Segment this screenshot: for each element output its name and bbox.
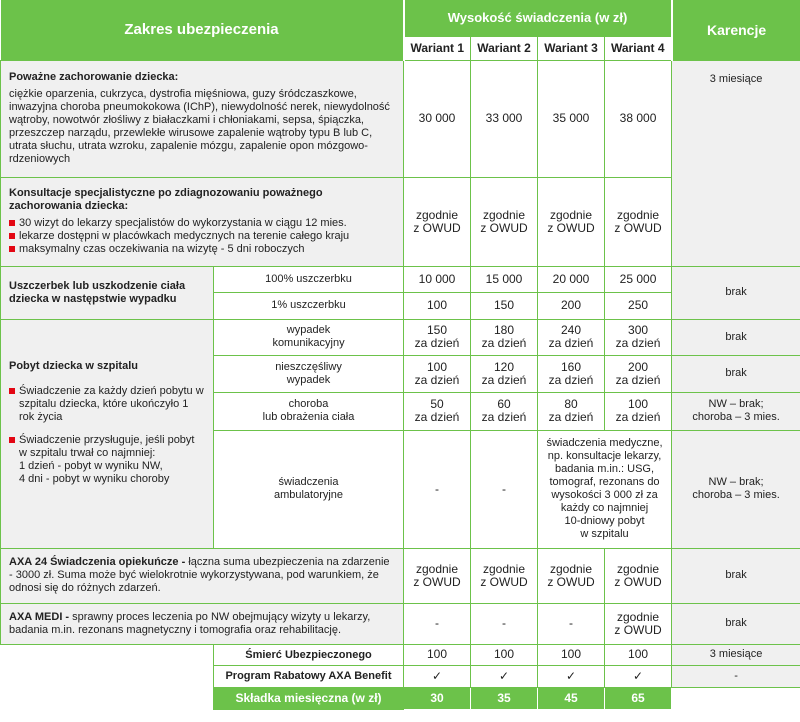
medi-v1: - xyxy=(404,603,471,644)
hospital-illness-karencja: NW – brak; choroba – 3 mies. xyxy=(672,392,800,430)
injury-karencja: brak xyxy=(672,266,800,319)
medi-cell xyxy=(1,603,404,644)
hospital-outpatient-karencja: NW – brak; choroba – 3 mies. xyxy=(672,430,800,548)
hospital-traffic-karencja: brak xyxy=(672,319,800,355)
medi-text: sprawny proces leczenia po NW obejmujący wizyty u lekarzy, badania m.in. rezonans magnetyczny i tomografia oraz rehabilitację. xyxy=(9,610,371,636)
death-v4: 100 xyxy=(605,644,672,665)
list-item: Świadczenie za każdy dzień pobytu w szpitalu dziecka, które ukończyło 1 rok życia xyxy=(9,385,205,424)
variant-4-header: Wariant 4 xyxy=(605,36,672,60)
benefit-header: Wysokość świadczenia (w zł) xyxy=(404,0,672,36)
hospital-accident-v3: 160 za dzień xyxy=(538,355,605,392)
care-v4: zgodnie z OWUD xyxy=(605,548,672,603)
hospital-traffic-v4: 300 za dzień xyxy=(605,319,672,355)
injury-1-v3: 200 xyxy=(538,292,605,319)
injury-1-v4: 250 xyxy=(605,292,672,319)
hospital-traffic-v2: 180 za dzień xyxy=(471,319,538,355)
list-item: maksymalny czas oczekiwania na wizytę - 5 dni roboczych xyxy=(9,243,395,256)
hospital-illness-v1: 50 za dzień xyxy=(404,392,471,430)
serious-illness-cell xyxy=(1,60,404,177)
care-v3: zgodnie z OWUD xyxy=(538,548,605,603)
injury-100-v3: 20 000 xyxy=(538,266,605,292)
variant-2-header: Wariant 2 xyxy=(471,36,538,60)
discount-label: Program Rabatowy AXA Benefit xyxy=(214,665,404,687)
hospital-traffic-v1: 150 za dzień xyxy=(404,319,471,355)
injury-100-label: 100% uszczerbku xyxy=(214,266,404,292)
death-label: Śmierć Ubezpieczonego xyxy=(214,644,404,665)
medi-v3: - xyxy=(538,603,605,644)
serious-illness-description: ciężkie oparzenia, cukrzyca, dystrofia mięśniowa, guzy śródczaszkowe, inwazyjna choroba pneumokokowa (IChP), niewydolność nerek, niewydolność wątroby, nowotwór złośliwy z białaczkami i chłoniakami, sepsa, śpiączka, przeszczep narządu, przewlekłe wirusowe zapalenie wątroby typu B lub C, utrata słuchu, utrata wzroku, zapalenie mózgu, zapalenie opon mózgowo-rdzeniowych xyxy=(9,88,390,165)
consultations-v3: zgodnie z OWUD xyxy=(538,177,605,266)
list-item: 30 wizyt do lekarzy specjalistów do wykorzystania w ciągu 12 mies. xyxy=(9,217,395,230)
check-icon: ✓ xyxy=(538,665,605,687)
variant-3-header: Wariant 3 xyxy=(538,36,605,60)
list-item: Świadczenie przysługuje, jeśli pobyt w szpitalu trwał co najmniej: 1 dzień - pobyt w wyniku NW, 4 dni - pobyt w wyniku choroby xyxy=(9,434,205,486)
hospital-outpatient-v1: - xyxy=(404,430,471,548)
injury-1-v1: 100 xyxy=(404,292,471,319)
injury-1-label: 1% uszczerbku xyxy=(214,292,404,319)
death-v3: 100 xyxy=(538,644,605,665)
check-icon: ✓ xyxy=(404,665,471,687)
medi-v4: zgodnie z OWUD xyxy=(605,603,672,644)
karencje-header: Karencje xyxy=(672,0,800,60)
consultations-v4: zgodnie z OWUD xyxy=(605,177,672,266)
hospital-title: Pobyt dziecka w szpitalu xyxy=(9,359,138,372)
hospital-cell xyxy=(1,319,214,548)
injury-100-v4: 25 000 xyxy=(605,266,672,292)
scope-header: Zakres ubezpieczenia xyxy=(1,0,404,60)
hospital-outpatient-label: świadczenia ambulatoryjne xyxy=(214,430,404,548)
serious-illness-v4: 38 000 xyxy=(605,60,672,177)
injury-100-v2: 15 000 xyxy=(471,266,538,292)
medi-v2: - xyxy=(471,603,538,644)
premium-v4: 65 xyxy=(605,687,672,709)
hospital-illness-v2: 60 za dzień xyxy=(471,392,538,430)
care-v1: zgodnie z OWUD xyxy=(404,548,471,603)
injury-title: Uszczerbek lub uszkodzenie ciała dziecka w następstwie wypadku xyxy=(1,266,214,319)
hospital-accident-v2: 120 za dzień xyxy=(471,355,538,392)
consultations-v2: zgodnie z OWUD xyxy=(471,177,538,266)
hospital-list xyxy=(9,385,205,486)
hospital-illness-label: choroba lub obrażenia ciała xyxy=(214,392,404,430)
karencja-3-months: 3 miesiące xyxy=(672,60,800,266)
premium-v3: 45 xyxy=(538,687,605,709)
care-v2: zgodnie z OWUD xyxy=(471,548,538,603)
death-v2: 100 xyxy=(471,644,538,665)
check-icon: ✓ xyxy=(605,665,672,687)
hospital-traffic-v3: 240 za dzień xyxy=(538,319,605,355)
variant-1-header: Wariant 1 xyxy=(404,36,471,60)
hospital-outpatient-v34: świadczenia medyczne, np. konsultacje lekarzy, badania m.in.: USG, tomograf, rezonans do wysokości 3 000 zł za każdy co najmniej 10-dniowy pobyt w szpitalu xyxy=(538,430,672,548)
hospital-accident-label: nieszczęśliwy wypadek xyxy=(214,355,404,392)
death-v1: 100 xyxy=(404,644,471,665)
consultations-v1: zgodnie z OWUD xyxy=(404,177,471,266)
serious-illness-v3: 35 000 xyxy=(538,60,605,177)
care-karencja: brak xyxy=(672,548,800,603)
medi-karencja: brak xyxy=(672,603,800,644)
premium-label: Składka miesięczna (w zł) xyxy=(214,687,404,709)
serious-illness-v2: 33 000 xyxy=(471,60,538,177)
hospital-accident-v4: 200 za dzień xyxy=(605,355,672,392)
hospital-accident-v1: 100 za dzień xyxy=(404,355,471,392)
hospital-illness-v3: 80 za dzień xyxy=(538,392,605,430)
hospital-illness-v4: 100 za dzień xyxy=(605,392,672,430)
serious-illness-title: Poważne zachorowanie dziecka: xyxy=(9,71,179,83)
care-text: łączna suma ubezpieczenia na zdarzenie - 3000 zł. Suma może być wielokrotnie wykorzystywana, pod warunkiem, że odnosi się do różnych zdarzeń. xyxy=(9,556,390,594)
consultations-cell xyxy=(1,177,404,266)
death-karencja: 3 miesiące xyxy=(672,644,800,665)
list-item: lekarze dostępni w placówkach medycznych na terenie całego kraju xyxy=(9,230,395,243)
hospital-outpatient-v2: - xyxy=(471,430,538,548)
injury-1-v2: 150 xyxy=(471,292,538,319)
discount-karencja: - xyxy=(672,665,800,687)
check-icon: ✓ xyxy=(471,665,538,687)
premium-v2: 35 xyxy=(471,687,538,709)
medi-title: AXA MEDI - xyxy=(9,610,70,623)
consultations-list xyxy=(9,217,395,256)
hospital-traffic-label: wypadek komunikacyjny xyxy=(214,319,404,355)
hospital-accident-karencja: brak xyxy=(672,355,800,392)
injury-100-v1: 10 000 xyxy=(404,266,471,292)
consultations-title: Konsultacje specjalistyczne po zdiagnozowaniu poważnego zachorowania dziecka: xyxy=(9,187,323,212)
care-title: AXA 24 Świadczenia opiekuńcze - xyxy=(9,556,186,568)
care-cell xyxy=(1,548,404,603)
premium-v1: 30 xyxy=(404,687,471,709)
serious-illness-v1: 30 000 xyxy=(404,60,471,177)
